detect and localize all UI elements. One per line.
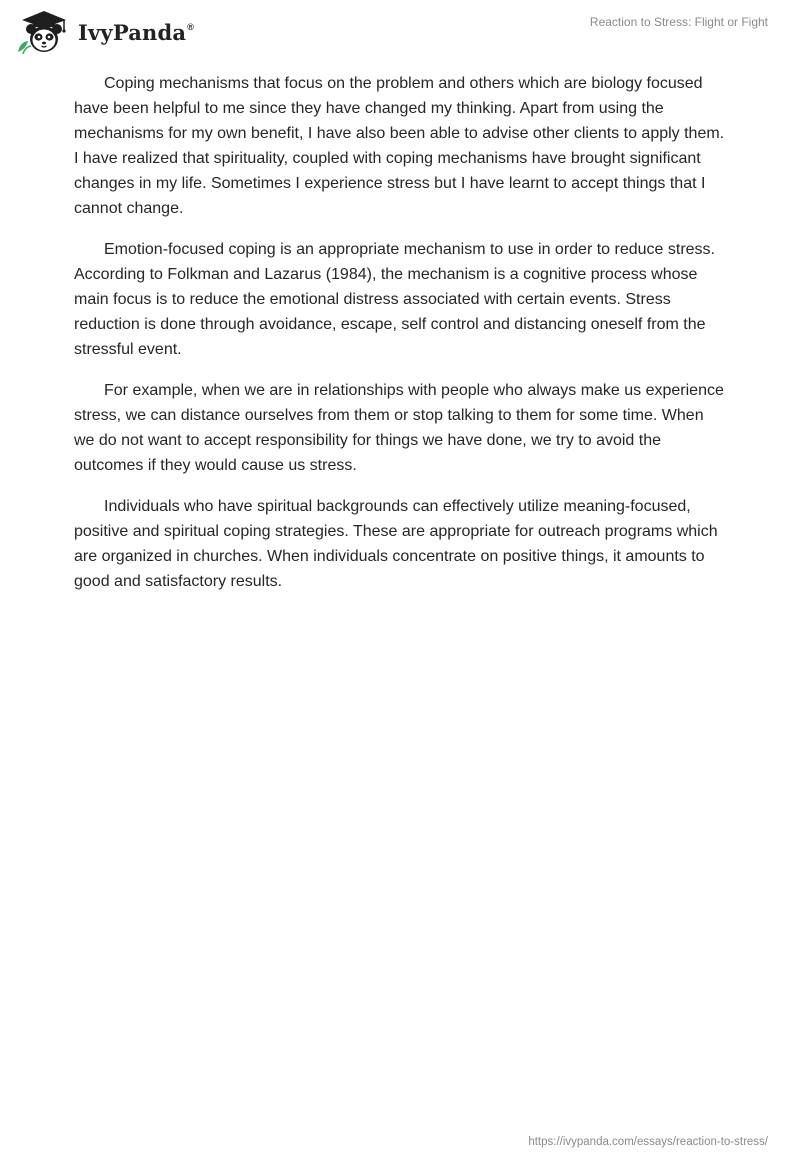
paragraph-4: Individuals who have spiritual backgrounds can effectively utilize meaning-focused, positive and spiritual coping strategies. These are appropriate for outreach programs which are organized in churches. When individuals concentrate on positive things, it amounts to good and satisfactory results. bbox=[74, 498, 718, 590]
paragraph-3: For example, when we are in relationships with people who always make us experience stress, we can distance ourselves from them or stop talking to them for some time. When we do not want to accept responsibility for things we have done, we try to avoid the outcomes if they would cause us stress. bbox=[74, 382, 724, 474]
paragraph-1: Coping mechanisms that focus on the problem and others which are biology focused have been helpful to me since they have changed my thinking. Apart from using the mechanisms for my own benefit, I have also been able to advise other clients to apply them. I have realized that spirituality, coupled with coping mechanisms have brought significant changes in my life. Sometimes I experience stress but I have learnt to accept things that I cannot change. bbox=[74, 75, 725, 217]
document-title: Reaction to Stress: Flight or Fight bbox=[589, 15, 768, 29]
page-header bbox=[0, 0, 800, 60]
brand-name: IvyPanda® bbox=[78, 19, 195, 45]
essay-body bbox=[74, 71, 726, 610]
brand-logo[interactable] bbox=[14, 8, 194, 56]
registered-mark: ® bbox=[187, 21, 195, 32]
panda-graduate-icon bbox=[14, 8, 74, 56]
paragraph-2: Emotion-focused coping is an appropriate mechanism to use in order to reduce stress. According to Folkman and Lazarus (1984), the mechanism is a cognitive process whose main focus is to reduce the emotional distress associated with certain events. Stress reduction is done through avoidance, escape, self control and distancing oneself from the stressful event. bbox=[74, 241, 715, 358]
source-url-link[interactable]: https://ivypanda.com/essays/reaction-to-stress/ bbox=[528, 1136, 768, 1148]
